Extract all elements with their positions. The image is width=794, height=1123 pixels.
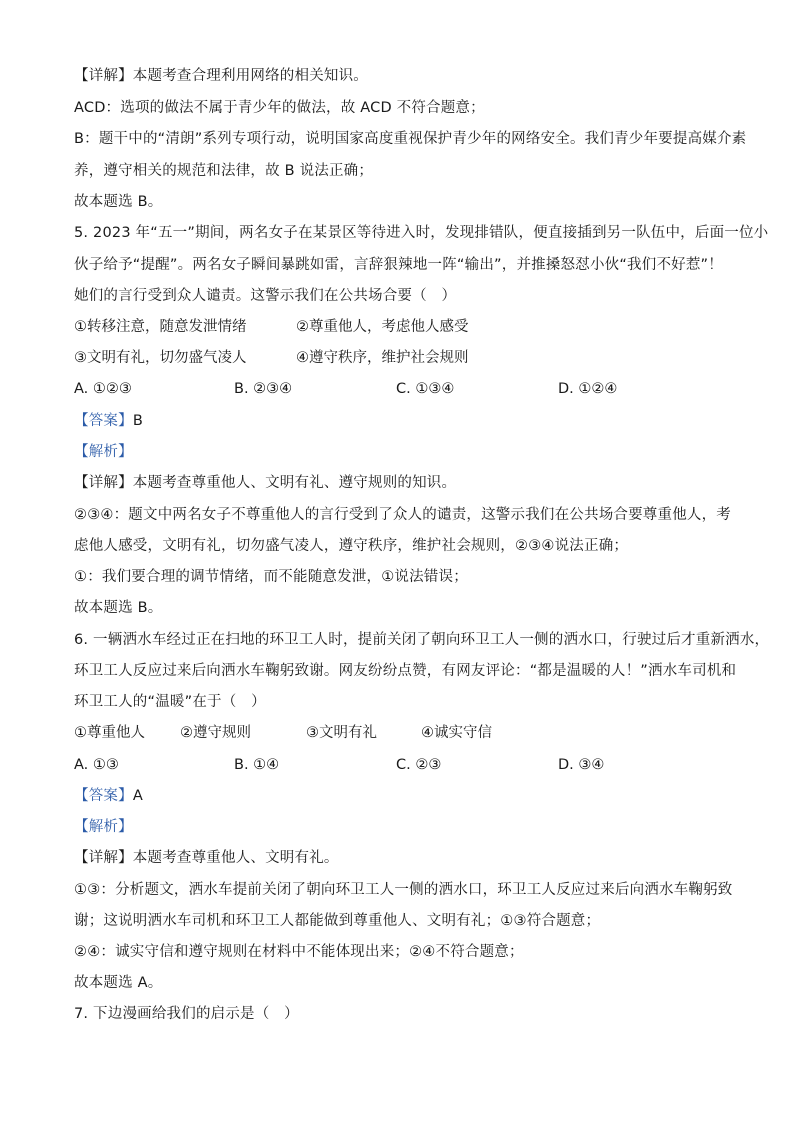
answer-tag: 【答案】 (74, 413, 133, 429)
q6-explain-line3: ②④：诚实守信和遵守规则在材料中不能体现出来；②④不符合题意； (74, 944, 524, 960)
q5-analysis-tag: 【解析】 (74, 444, 133, 460)
q6-item-3: ③文明有礼 (306, 725, 377, 741)
q6-analysis-tag: 【解析】 (74, 819, 133, 835)
answer-value: B (132, 413, 143, 429)
q5-choice-d: D. ①②④ (558, 381, 618, 397)
q6-stem-line3: 环卫工人的“温暖”在于（ ） (74, 694, 266, 710)
q6-conclusion: 故本题选 A。 (74, 975, 163, 991)
q6-item-4: ④诚实守信 (421, 725, 492, 741)
q5-explain-line3: ①：我们要合理的调节情绪，而不能随意发泄，①说法错误； (74, 569, 468, 585)
answer-tag: 【答案】 (74, 788, 133, 804)
q6-answer (74, 786, 143, 806)
q5-stem-line2: 伙子给予“提醒”。两名女子瞬间暴跳如雷，言辞狠辣地一阵“输出”，并推搡怒怼小伙“我们不好惹”！ (74, 257, 723, 273)
q6-stem-line1: 6. 一辆洒水车经过正在扫地的环卫工人时，提前关闭了朝向环卫工人一侧的洒水口，行驶过后才重新洒水， (74, 632, 770, 648)
q6-detail: 【详解】本题考查尊重他人、文明有礼。 (74, 850, 339, 866)
q6-choice-a: A. ①③ (74, 757, 119, 773)
q4-explain-b-line1: B：题干中的“清朗”系列专项行动，说明国家高度重视保护青少年的网络安全。我们青少年要提高媒介素 (74, 131, 747, 147)
q4-conclusion: 故本题选 B。 (74, 194, 163, 210)
q5-answer (74, 411, 143, 431)
q5-explain-line1: ②③④：题文中两名女子不尊重他人的言行受到了众人的谴责，这警示我们在公共场合要尊重他人，考 (74, 507, 731, 523)
q4-explain-b-line2: 养，遵守相关的规范和法律，故 B 说法正确； (74, 163, 374, 179)
q5-item-1: ①转移注意，随意发泄情绪 (74, 319, 247, 335)
q5-detail: 【详解】本题考查尊重他人、文明有礼、遵守规则的知识。 (74, 475, 457, 491)
q5-stem-line3: 她们的言行受到众人谴责。这警示我们在公共场合要（ ） (74, 288, 457, 304)
q6-stem-line2: 环卫工人反应过来后向洒水车鞠躬致谢。网友纷纷点赞，有网友评论：“都是温暖的人！”洒水车司机和 (74, 663, 737, 679)
q5-stem-line1: 5. 2023 年“五一”期间，两名女子在某景区等待进入时，发现排错队，便直接插到另一队伍中，后面一位小 (74, 225, 769, 241)
q5-choice-a: A. ①②③ (74, 381, 132, 397)
answer-value: A (132, 788, 143, 804)
q5-choice-b: B. ②③④ (234, 381, 293, 397)
q5-conclusion: 故本题选 B。 (74, 600, 163, 616)
q6-choice-d: D. ③④ (558, 757, 605, 773)
q6-choice-c: C. ②③ (396, 757, 442, 773)
q6-item-1: ①尊重他人 (74, 725, 145, 741)
q4-explain-acd: ACD：选项的做法不属于青少年的做法，故 ACD 不符合题意； (74, 100, 485, 116)
q5-item-3: ③文明有礼，切勿盛气凌人 (74, 350, 247, 366)
q6-explain-line1: ①③：分析题文，洒水车提前关闭了朝向环卫工人一侧的洒水口，环卫工人反应过来后向洒水车鞠躬致 (74, 882, 733, 898)
q4-detail: 【详解】本题考查合理利用网络的相关知识。 (74, 68, 368, 84)
q5-explain-line2: 虑他人感受，文明有礼，切勿盛气凌人，遵守秩序，维护社会规则，②③④说法正确； (74, 538, 629, 554)
q7-stem: 7. 下边漫画给我们的启示是（ ） (74, 1006, 299, 1022)
q5-item-2: ②尊重他人，考虑他人感受 (296, 319, 469, 335)
q5-choice-c: C. ①③④ (396, 381, 455, 397)
q6-choice-b: B. ①④ (234, 757, 280, 773)
q6-item-2: ②遵守规则 (180, 725, 251, 741)
q5-item-4: ④遵守秩序，维护社会规则 (296, 350, 469, 366)
q6-explain-line2: 谢；这说明洒水车司机和环卫工人都能做到尊重他人、文明有礼；①③符合题意； (74, 913, 601, 929)
